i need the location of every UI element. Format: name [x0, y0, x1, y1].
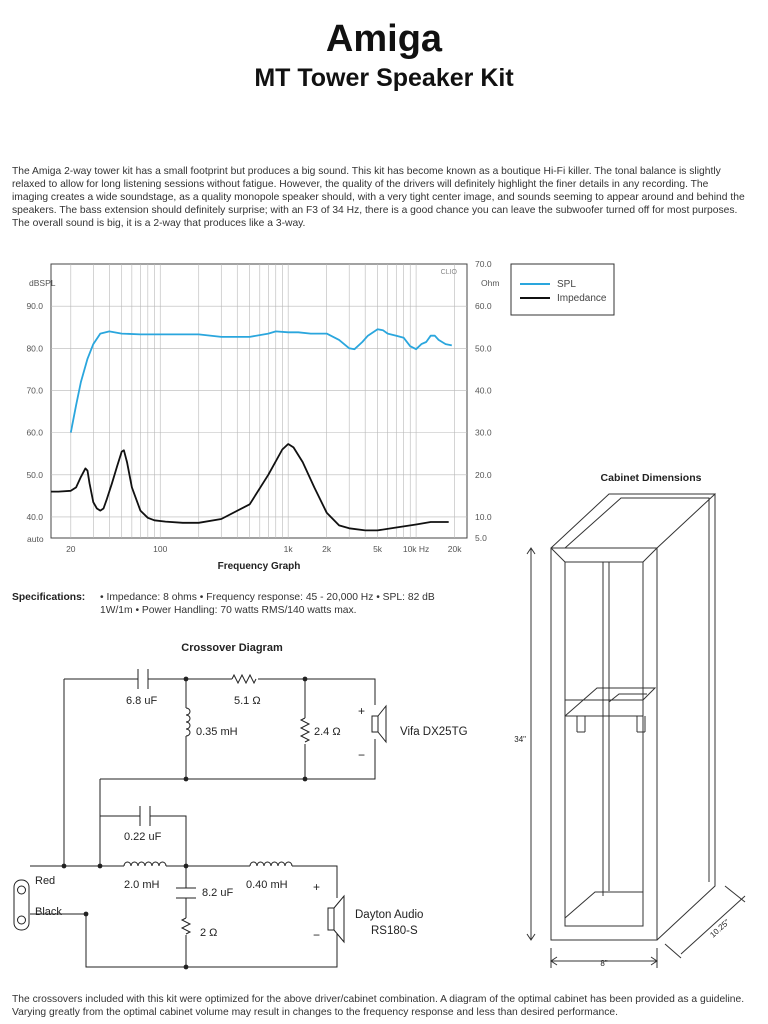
page-title: Amiga — [325, 18, 443, 60]
cabinet-width-label: 8" — [600, 959, 608, 968]
y-right-tick-label: 30.0 — [475, 427, 492, 438]
c3-label: 8.2 uF — [202, 887, 234, 899]
inductor-l2 — [124, 862, 166, 866]
intro-paragraph: The Amiga 2-way tower kit has a small footprint but produces a big sound. This kit has become known as a boutique Hi-Fi killer. The tonal balance is slightly relaxed to allow for long listening sessions without fatigue. However, the quality of the drivers will definitely highlight the finer details in any recording. The imaging creates a wide soundstage, as a quality monopole speaker should, with a very tight center image, and sounds seeming to appear around and behind the speakers. The bass extension should definitely surprise; with an F3 of 34 Hz, there is a good chance you can leave the subwoofer turned off for most purposes. The overall sound is big, it is a 2-way that produces like a 3-way. — [12, 166, 745, 229]
y-right-tick-label: 50.0 — [475, 343, 492, 354]
y-right-tick-label: 60.0 — [475, 301, 492, 312]
l1-label: 0.35 mH — [196, 726, 238, 738]
y-right-tick-label: 70.0 — [475, 259, 492, 269]
l2-label: 2.0 mH — [124, 879, 160, 891]
specifications-label: Specifications: — [12, 592, 86, 603]
y-left-bottom-label: auto — [27, 534, 44, 544]
x-tick-label: 1k — [283, 544, 293, 554]
y-left-tick-label: 80.0 — [26, 343, 43, 354]
page-subtitle: MT Tower Speaker Kit — [254, 64, 514, 92]
input-terminal — [14, 880, 29, 930]
y-right-tick-label: 5.0 — [475, 533, 487, 543]
woofer-plus: + — [313, 880, 321, 894]
tweeter-symbol — [372, 706, 386, 742]
legend-impedance-label: Impedance — [557, 293, 607, 304]
x-tick-label: 10k Hz — [402, 544, 430, 554]
y-left-tick-label: 40.0 — [26, 511, 43, 522]
capacitor-c3 — [176, 888, 196, 898]
chart-brand: CLIO — [440, 269, 457, 276]
y-left-axis-label: dBSPL — [29, 278, 56, 288]
r3-label: 2 Ω — [200, 927, 218, 939]
crossover-diagram — [0, 636, 500, 981]
x-tick-label: 5k — [373, 544, 383, 554]
capacitor-c1 — [138, 669, 148, 689]
x-tick-label: 20k — [447, 544, 462, 554]
y-left-tick-label: 60.0 — [26, 427, 43, 438]
chart-legend — [511, 264, 614, 315]
r1-label: 5.1 Ω — [234, 695, 261, 707]
chart-area — [26, 259, 499, 572]
inductor-l3 — [250, 862, 292, 866]
legend-spl-label: SPL — [557, 279, 576, 290]
cabinet-depth-label: 10.25" — [708, 917, 732, 940]
plot-frame — [51, 264, 467, 538]
specifications-line-1: • Impedance: 8 ohms • Frequency response: 45 - 20,000 Hz • SPL: 82 dB — [100, 592, 435, 603]
cabinet-height-label: 34" — [514, 735, 526, 744]
y-right-tick-label: 20.0 — [475, 469, 492, 480]
x-tick-label: 20 — [66, 544, 76, 554]
inductor-l1 — [186, 708, 190, 736]
cabinet-title: Cabinet Dimensions — [600, 472, 702, 484]
y-left-tick-label: 70.0 — [26, 385, 43, 396]
resistor-r1 — [232, 675, 256, 683]
y-right-axis-label: Ohm — [481, 278, 500, 288]
y-right-tick-label: 40.0 — [475, 385, 492, 396]
capacitor-c2 — [140, 806, 150, 826]
chart-title: Frequency Graph — [217, 561, 301, 572]
tweeter-plus: + — [358, 704, 366, 718]
tweeter-minus: − — [358, 748, 366, 762]
y-left-tick-label: 50.0 — [26, 469, 43, 480]
black-terminal-label: Black — [35, 906, 62, 918]
x-tick-label: 100 — [153, 544, 168, 554]
crossover-title: Crossover Diagram — [181, 642, 283, 654]
woofer-minus: − — [313, 928, 321, 942]
red-terminal-label: Red — [35, 875, 56, 887]
woofer-symbol — [328, 896, 344, 942]
x-tick-label: 2k — [322, 544, 332, 554]
woofer-label-line-2: RS180-S — [371, 925, 418, 937]
c1-label: 6.8 uF — [126, 695, 158, 707]
woofer-label-line-1: Dayton Audio — [355, 909, 424, 921]
cabinet-diagram — [505, 466, 760, 976]
r2-label: 2.4 Ω — [314, 726, 341, 738]
l3-label: 0.40 mH — [246, 879, 288, 891]
y-left-tick-label: 90.0 — [26, 301, 43, 312]
closing-paragraph: The crossovers included with this kit were optimized for the above driver/cabinet combination. A diagram of the optimal cabinet has been provided as a guideline. Varying greatly from the optimal cabinet volume may result in changes to the frequency response and less than desired performance. — [12, 994, 745, 1018]
resistor-r2 — [301, 718, 309, 742]
y-right-tick-label: 10.0 — [475, 511, 492, 522]
specifications-line-2: 1W/1m • Power Handling: 70 watts RMS/140 watts max. — [100, 604, 357, 616]
resistor-r3 — [182, 918, 190, 934]
tweeter-label: Vifa DX25TG — [400, 726, 468, 738]
c2-label: 0.22 uF — [124, 831, 162, 843]
